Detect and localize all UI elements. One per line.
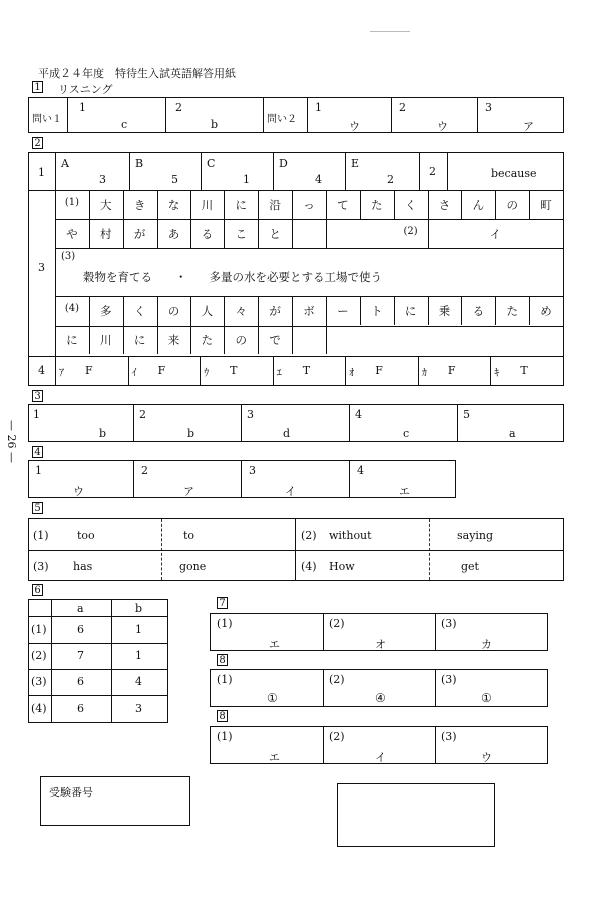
p1-char: あ	[167, 227, 180, 241]
q1-2-number: 2	[175, 101, 182, 114]
tf-item-label: ｱ	[59, 368, 64, 379]
s3-2-number: 2	[139, 408, 146, 421]
s6-3-label: (3)	[31, 675, 47, 688]
p4-char: の	[167, 304, 180, 318]
p4-char: が	[269, 304, 281, 318]
s8a-2-answer: ④	[375, 691, 386, 705]
p4-char: た	[201, 333, 214, 347]
page-number: — 26 —	[5, 420, 18, 463]
s4-3-number: 3	[249, 464, 256, 477]
s6-header-a: a	[77, 602, 84, 615]
s5-3-word1: has	[73, 560, 93, 573]
s4-1-answer: ウ	[73, 485, 84, 498]
tf-item-label: ｲ	[131, 368, 137, 379]
s8b-1-label: (1)	[217, 730, 233, 743]
p1-char: た	[370, 198, 383, 212]
section-2-table	[28, 152, 564, 386]
tf-item-answer: T	[520, 364, 528, 377]
exam-number-label: 受験番号	[49, 786, 93, 799]
p4-char: 来	[167, 333, 180, 347]
p3-answer: 穀物を育てる ・ 多量の水を必要とする工場で使う	[83, 270, 382, 284]
p1-char: 大	[100, 198, 112, 212]
s7-1-answer: エ	[269, 638, 280, 651]
section-4-number: 4	[32, 446, 43, 458]
section-5-number: 5	[32, 502, 43, 514]
section-1-number: 1	[32, 81, 43, 93]
p4-char: ボ	[303, 304, 315, 318]
p4-char: 々	[235, 304, 247, 318]
p1-char: っ	[303, 198, 315, 212]
s7-3-label: (3)	[441, 617, 457, 630]
q1-1-answer: c	[121, 118, 128, 131]
s5-2-word2: saying	[457, 529, 494, 542]
p4-char: に	[133, 333, 146, 347]
p1-char: き	[133, 198, 146, 212]
p1-char: 町	[540, 198, 552, 212]
top-faint-line	[370, 31, 410, 32]
p4-char: た	[506, 304, 518, 318]
section-8b-number: 8	[217, 710, 228, 722]
p4-char: ー	[337, 304, 349, 318]
s2-q2-answer: because	[491, 167, 537, 180]
p4-char: ト	[370, 304, 383, 318]
section-8a-table	[210, 669, 548, 707]
section-6-number: 6	[32, 584, 43, 596]
section-6-table	[28, 599, 168, 723]
section-3-number: 3	[32, 390, 43, 402]
s3-5-answer: a	[509, 427, 516, 440]
section-1-label: リスニング	[58, 83, 113, 96]
q1-1-number: 1	[79, 101, 86, 114]
s3-3-answer: d	[283, 427, 291, 440]
s7-1-label: (1)	[217, 617, 233, 630]
p1-char: る	[201, 227, 214, 241]
p1-char: て	[337, 198, 349, 212]
s4-1-number: 1	[35, 464, 42, 477]
q2-2-number: 2	[399, 101, 406, 114]
s3-4-answer: c	[403, 427, 410, 440]
p4-char: で	[269, 333, 281, 347]
s2-E-answer: 2	[387, 173, 394, 186]
p4-label: (4)	[64, 303, 80, 314]
s3-5-number: 5	[463, 408, 470, 421]
s3-1-answer: b	[99, 427, 107, 440]
p4-char: に	[404, 304, 417, 318]
s2-B-answer: 5	[171, 173, 178, 186]
s2-B-letter: B	[135, 157, 144, 170]
tf-item-answer: T	[302, 364, 311, 377]
p4-char: 乗	[438, 304, 451, 318]
s8a-3-label: (3)	[441, 673, 457, 686]
s5-4-label: (4)	[301, 560, 317, 573]
s3-4-number: 4	[355, 408, 362, 421]
p1-char: ん	[472, 198, 485, 212]
tf-item-answer: F	[157, 364, 166, 377]
score-box[interactable]	[337, 783, 495, 847]
s2-q2-label: 2	[429, 165, 436, 178]
s6-2-b: 1	[135, 649, 142, 662]
s8b-3-answer: ウ	[481, 751, 492, 764]
page-title: 平成２４年度 特待生入試英語解答用紙	[38, 67, 236, 80]
s6-1-b: 1	[135, 623, 142, 636]
q2-1-number: 1	[315, 101, 322, 114]
s4-2-number: 2	[141, 464, 148, 477]
p1-char: の	[506, 198, 518, 212]
s2-row4-label: 4	[38, 364, 45, 377]
section-4-table	[28, 460, 456, 498]
s4-4-answer: エ	[399, 485, 410, 498]
tf-item-answer: F	[375, 364, 383, 377]
s5-1-label: (1)	[33, 529, 49, 542]
s6-2-a: 7	[77, 649, 84, 662]
s2-D-answer: 4	[315, 173, 322, 186]
tf-item-label: ｴ	[276, 368, 282, 379]
p1-char: や	[66, 227, 78, 241]
p4-char: る	[472, 304, 485, 318]
s6-3-a: 6	[77, 675, 84, 688]
s8a-1-label: (1)	[217, 673, 233, 686]
s7-2-answer: オ	[375, 638, 386, 651]
s6-2-label: (2)	[31, 649, 47, 662]
p1-char: く	[404, 198, 417, 212]
s6-header-b: b	[135, 602, 143, 615]
tf-item-answer: F	[447, 364, 456, 377]
s8b-3-label: (3)	[441, 730, 457, 743]
q1-2-answer: b	[211, 118, 219, 131]
section-5-table	[28, 518, 564, 581]
s3-3-number: 3	[247, 408, 254, 421]
s8b-2-answer: イ	[375, 751, 386, 764]
s5-2-label: (2)	[301, 529, 317, 542]
s2-A-letter: A	[61, 157, 69, 170]
s6-4-a: 6	[77, 702, 84, 715]
section-3-table	[28, 404, 564, 442]
s2-row3-label: 3	[38, 261, 45, 274]
s7-3-answer: カ	[481, 638, 492, 651]
q2-2-answer: ウ	[437, 120, 448, 133]
s5-3-word2: gone	[179, 560, 207, 573]
s6-3-b: 4	[135, 675, 142, 688]
s2-A-answer: 3	[99, 173, 106, 186]
section-7-number: 7	[217, 597, 228, 609]
p4-char: 川	[100, 333, 112, 347]
s2-C-answer: 1	[243, 173, 250, 186]
s2-D-letter: D	[279, 157, 288, 170]
p1-char: が	[133, 227, 146, 241]
s5-4-word2: get	[461, 560, 479, 573]
s6-1-a: 6	[77, 623, 84, 636]
p1-char: と	[269, 227, 281, 241]
exam-number-box[interactable]	[40, 776, 190, 826]
s8b-2-label: (2)	[329, 730, 345, 743]
section-8a-number: 8	[217, 654, 228, 666]
p4-char: 多	[100, 304, 112, 318]
s5-3-label: (3)	[33, 560, 49, 573]
p4-char: に	[66, 333, 78, 347]
s7-2-label: (2)	[329, 617, 345, 630]
tf-item-label: ｷ	[494, 368, 500, 379]
p1-char: に	[235, 198, 247, 212]
tf-item-label: ｵ	[349, 368, 355, 379]
q2-3-answer: ア	[523, 120, 534, 133]
s3-1-number: 1	[33, 408, 40, 421]
s4-4-number: 4	[357, 464, 364, 477]
p4-char: め	[540, 304, 552, 318]
p3-label: (3)	[61, 251, 76, 262]
s2-row1-label: 1	[38, 166, 45, 179]
p1-char: 沿	[269, 198, 281, 212]
s5-2-word1: without	[329, 529, 372, 542]
section-1-table	[28, 97, 564, 133]
tf-item-label: ｳ	[204, 368, 210, 379]
p1-char: さ	[438, 198, 451, 212]
s5-1-word1: too	[77, 529, 95, 542]
s8a-2-label: (2)	[329, 673, 345, 686]
p1-char: こ	[235, 227, 247, 241]
section-2-number: 2	[32, 137, 43, 149]
s6-4-b: 3	[135, 702, 142, 715]
p4-char: 人	[201, 304, 214, 318]
s4-3-answer: イ	[285, 485, 296, 498]
s8a-3-answer: ①	[481, 691, 492, 705]
tf-item-label: ｶ	[421, 368, 427, 379]
s8b-1-answer: エ	[269, 751, 280, 764]
section-7-table	[210, 613, 548, 651]
s4-2-answer: ア	[183, 485, 194, 498]
p4-char: く	[133, 304, 146, 318]
tf-item-answer: T	[230, 364, 238, 377]
q2-3-number: 3	[485, 101, 492, 114]
p2-answer: イ	[489, 228, 501, 241]
p1-char: 村	[100, 227, 112, 241]
p2-label: (2)	[403, 226, 418, 237]
p1-char: な	[167, 198, 180, 212]
s2-C-letter: C	[207, 157, 216, 170]
s3-2-answer: b	[187, 427, 195, 440]
q2-label: 問い２	[267, 114, 297, 125]
s5-1-word2: to	[183, 529, 195, 542]
p1-label: (1)	[64, 197, 80, 208]
s8a-1-answer: ①	[267, 691, 278, 705]
section-8b-table	[210, 726, 548, 764]
s6-1-label: (1)	[31, 623, 47, 636]
tf-item-answer: F	[85, 364, 93, 377]
p1-char: 川	[201, 198, 214, 212]
q1-label: 問い１	[32, 114, 62, 125]
s6-4-label: (4)	[31, 702, 47, 715]
p4-char: の	[235, 333, 247, 347]
s2-E-letter: E	[351, 157, 360, 170]
q2-1-answer: ウ	[349, 120, 360, 133]
s5-4-word1: How	[329, 560, 355, 573]
